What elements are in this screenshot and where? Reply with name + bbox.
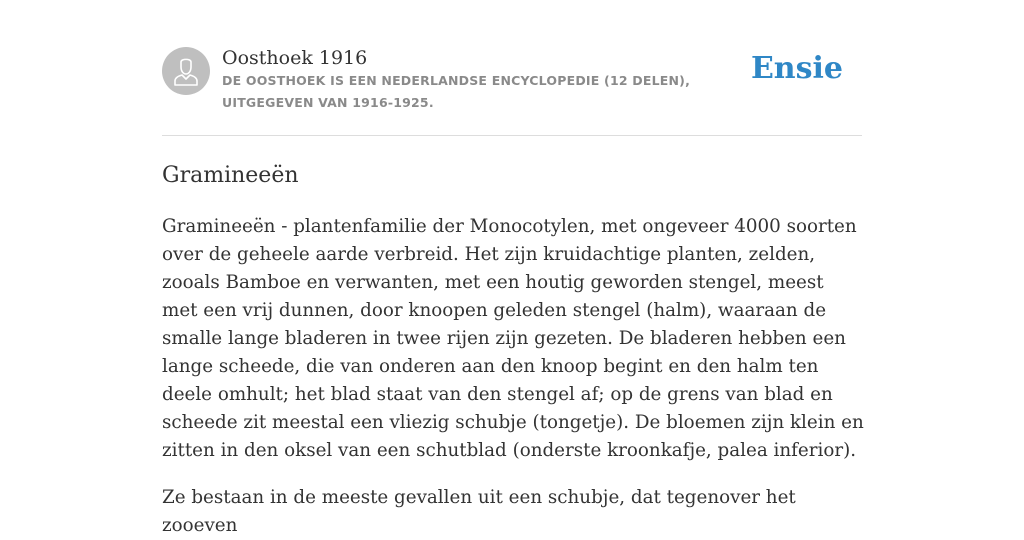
article-paragraph: Ze bestaan in de meeste gevallen uit een schubje, dat tegenover het zooeven — [162, 487, 796, 536]
source-meta — [222, 46, 751, 114]
ensie-logo[interactable]: Ensie — [750, 51, 843, 86]
avatar[interactable] — [162, 47, 210, 95]
source-description: DE OOSTHOEK IS EEN NEDERLANDSE ENCYCLOPEDIE (12 DELEN), UITGEGEVEN VAN 1916-1925. — [222, 73, 691, 110]
source-title[interactable]: Oosthoek 1916 — [222, 47, 368, 69]
user-icon — [172, 56, 200, 86]
page — [162, 0, 862, 540]
source-header — [162, 46, 862, 136]
article-title: Gramineeën — [162, 163, 299, 188]
article-paragraph: Gramineeën - plantenfamilie der Monocotylen, met ongeveer 4000 soorten over de geheele aarde verbreid. Het zijn kruidachtige planten, zelden, zooals Bamboe en verwanten, met een houtig geworden stengel, meest met een vrij dunnen, door knoopen geleden stengel (halm), waaraan de smalle lange bladeren in twee rijen zijn gezeten. De bladeren hebben een lange scheede, die van onderen aan den knoop begint en den halm ten deele omhult; het blad staat van den stengel af; op de grens van blad en scheede zit meestal een vliezig schubje (tongetje). De bloemen zijn klein en zitten in den oksel van een schutblad (onderste kroonkafje, palea inferior). — [162, 216, 864, 461]
